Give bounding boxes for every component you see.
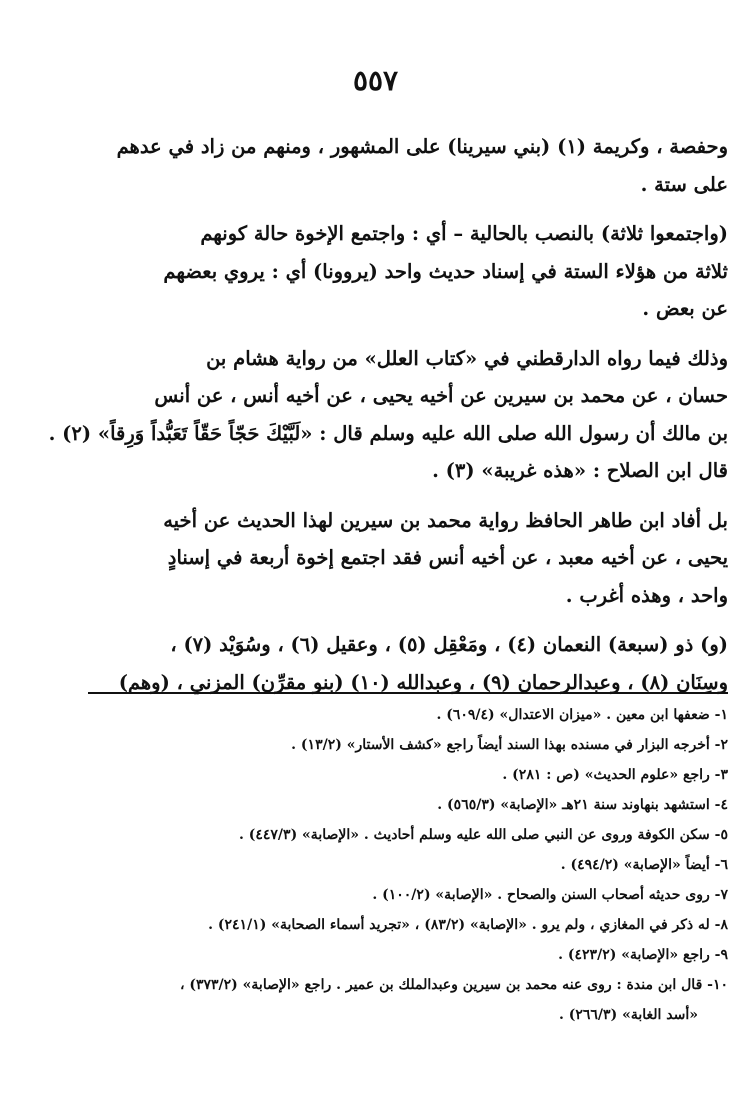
footnote: ٦- أيضاً «الإصابة» (٤٩٤/٢) . <box>560 857 728 873</box>
text-line: وذلك فيما رواه الدارقطني في «كتاب العلل» من رواية هشام بن <box>206 346 728 370</box>
text-line: (و) ذو (سبعة) النعمان (٤) ، ومَعْقِل (٥) ، وعقيل (٦) ، وسُوَيْد (٧) ، <box>170 633 728 656</box>
text-line: بن مالك أن رسول الله صلى الله عليه وسلم قال : «لَبَّيْكَ حَجّاً حَقّاً تَعَبُّداً وَرِقاً» (٢) . <box>48 421 728 445</box>
text-line: يحيى ، عن أخيه معبد ، عن أخيه أنس فقد اجتمع إخوة أربعة في إسنادٍ <box>167 546 728 569</box>
text-line: وحفصة ، وكريمة (١) (بني سيرينا) على المشهور ، ومنهم من زاد في عدهم <box>116 135 728 158</box>
text-line: قال ابن الصلاح : «هذه غريبة» (٣) . <box>432 459 728 482</box>
footnote-continuation: «أسد الغابة» (٢٦٦/٣) . <box>559 1007 698 1023</box>
footnote: ٩- راجع «الإصابة» (٤٢٣/٢) . <box>558 947 728 963</box>
footnote: ٨- له ذكر في المغازي ، ولم يرو . «الإصابة» (٨٣/٢) ، «تجريد أسماء الصحابة» (٢٤١/١) . <box>208 917 728 933</box>
footnote: ٧- روى حديثه أصحاب السنن والصحاح . «الإصابة» (١٠٠/٢) . <box>372 887 728 903</box>
footnote: ١٠- قال ابن مندة : روى عنه محمد بن سيرين وعبدالملك بن عمير . راجع «الإصابة» (٣٧٣/٢) ، <box>179 977 728 993</box>
footnote-divider <box>88 692 728 694</box>
text-line: (واجتمعوا ثلاثة) بالنصب بالحالية – أي : واجتمع الإخوة حالة كونهم <box>200 222 728 245</box>
text-line: واحد ، وهذه أغرب . <box>565 583 728 607</box>
footnote: ١- ضعفها ابن معين . «ميزان الاعتدال» (٦٠٩/٤) . <box>436 707 728 723</box>
text-line: بل أفاد ابن طاهر الحافظ رواية محمد بن سيرين لهذا الحديث عن أخيه <box>163 508 728 532</box>
footnote: ٥- سكن الكوفة وروى عن النبي صلى الله عليه وسلم أحاديث . «الإصابة» (٤٤٧/٣) . <box>238 827 728 843</box>
text-line: ثلاثة من هؤلاء الستة في إسناد حديث واحد (يروونا) أي : يروي بعضهم <box>163 259 728 283</box>
footnotes <box>100 700 728 1030</box>
footnote: ٣- راجع «علوم الحديث» (ص : ٢٨١) . <box>502 767 728 783</box>
text-line: حسان ، عن محمد بن سيرين عن أخيه يحيى ، عن أخيه أنس ، عن أنس <box>154 384 728 407</box>
footnote: ٢- أخرجه البزار في مسنده بهذا السند أيضاً راجع «كشف الأستار» (١٣/٢) . <box>291 737 728 753</box>
text-line: وسِنَان (٨) ، وعبدالرحمان (٩) ، وعبدالله (١٠) (بنو مقرِّن) المزني ، (وهم) <box>118 670 728 694</box>
text-line: على ستة . <box>640 172 728 196</box>
footnote: ٤- استشهد بنهاوند سنة ٢١هـ «الإصابة» (٥٦٥/٣) . <box>437 797 728 813</box>
text-line: عن بعض . <box>642 297 728 320</box>
page-number: ٥٥٧ <box>352 64 399 97</box>
main-text <box>48 128 728 701</box>
